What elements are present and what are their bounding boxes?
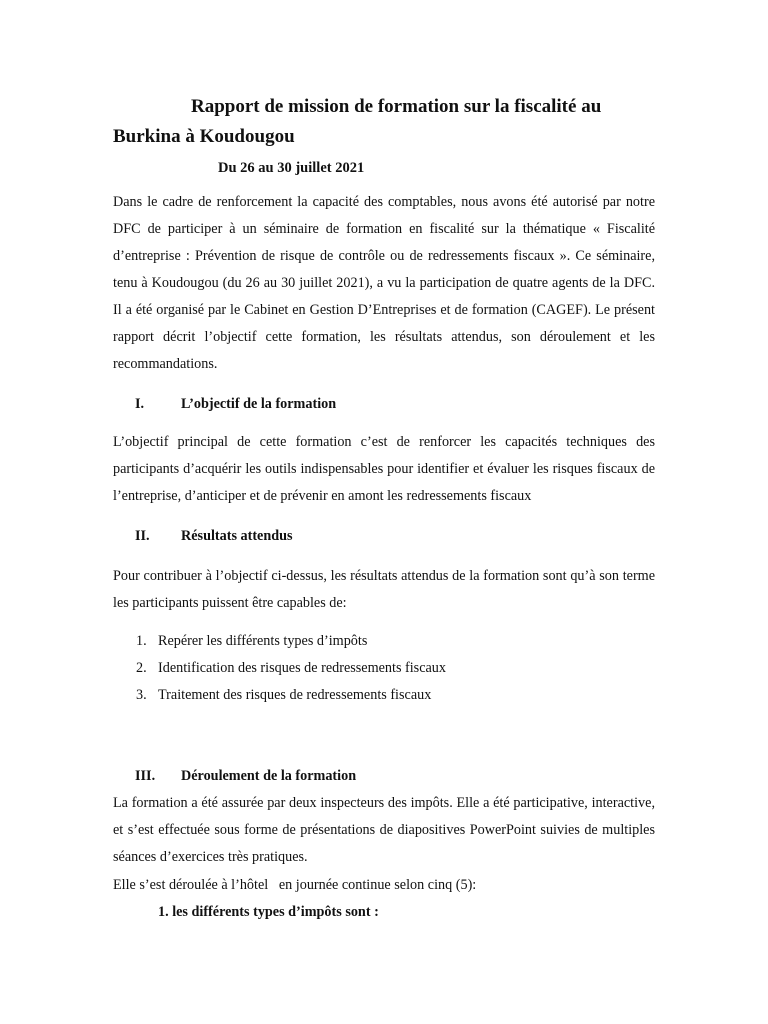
list-item-text: Traitement des risques de redressements fiscaux <box>158 687 432 703</box>
section-3-title: Déroulement de la formation <box>181 768 357 784</box>
list-item-text: Identification des risques de redressements fiscaux <box>158 660 446 676</box>
expected-results-list <box>136 628 446 709</box>
list-item <box>136 628 446 655</box>
list-item <box>136 682 446 709</box>
section-2-number: II. <box>135 528 150 544</box>
section-1-heading <box>135 396 336 413</box>
list-item-text: Repérer les différents types d’impôts <box>158 633 368 649</box>
list-item <box>136 655 446 682</box>
section-1-title: L’objectif de la formation <box>181 396 337 412</box>
document-title: Rapport de mission de formation sur la fiscalité au Burkina à Koudougou <box>113 96 602 147</box>
section-2-paragraph: Pour contribuer à l’objectif ci-dessus, les résultats attendus de la formation sont qu’à son terme les participants puissent être capables de: <box>113 568 655 611</box>
section-2-heading <box>135 528 293 545</box>
list-item-number: 3. <box>136 687 147 703</box>
list-item-number: 2. <box>136 660 147 676</box>
section-1-paragraph: L’objectif principal de cette formation c’est de renforcer les capacités techniques des participants d’acquérir les outils indispensables pour identifier et évaluer les risques fiscaux de l’entreprise, d’anticiper et de prévenir en amont les redressements fiscaux <box>113 434 655 504</box>
intro-paragraph: Dans le cadre de renforcement la capacité des comptables, nous avons été autorisé par notre DFC de participer à un séminaire de formation en fiscalité sur la thématique « Fiscalité d’entreprise : Prévention de risque de contrôle ou de redressements fiscaux ». Ce séminaire, tenu à Koudougou (du 26 au 30 juillet 2021), a vu la participation de quatre agents de la DFC. Il a été organisé par le Cabinet en Gestion D’Entreprises et de formation (CAGEF). Le présent rapport décrit l’objectif cette formation, les résultats attendus, son déroulement et les recommandations. <box>113 194 655 372</box>
document-date: Du 26 au 30 juillet 2021 <box>218 160 365 176</box>
section-1-number: I. <box>135 396 145 412</box>
section-3-heading <box>135 768 356 785</box>
section-3-line: Elle s’est déroulée à l’hôtel en journée continue selon cinq (5): <box>113 877 477 893</box>
section-3-number: III. <box>135 768 156 784</box>
list-item-number: 1. <box>136 633 147 649</box>
section-3-paragraph: La formation a été assurée par deux inspecteurs des impôts. Elle a été participative, interactive, et s’est effectuée sous forme de présentations de diapositives PowerPoint suivies de multiples séances d’exercices très pratiques. <box>113 795 655 865</box>
section-2-title: Résultats attendus <box>181 528 293 544</box>
section-3-subheading: 1. les différents types d’impôts sont : <box>158 904 379 920</box>
